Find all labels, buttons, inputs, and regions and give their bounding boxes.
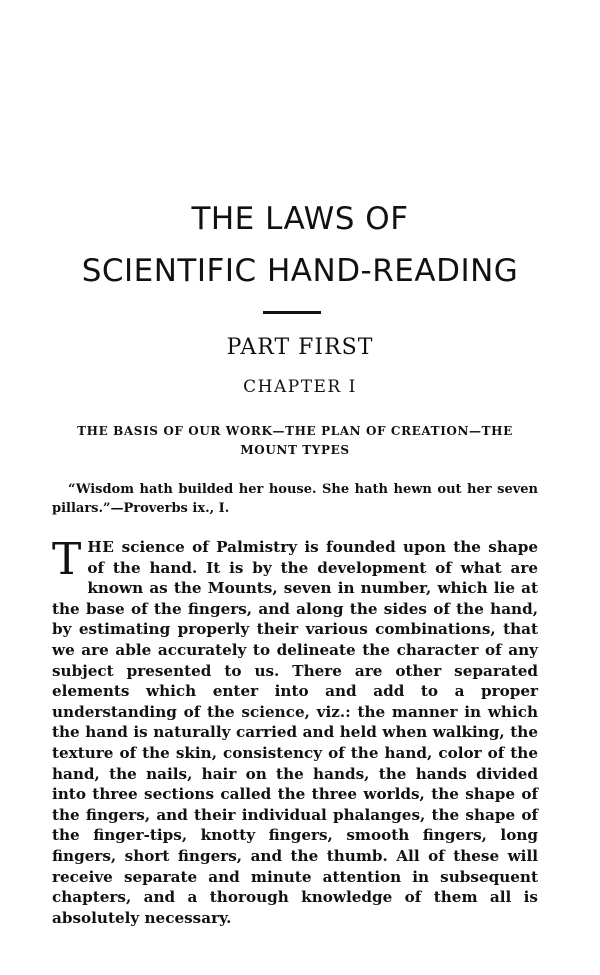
title-rule bbox=[263, 311, 321, 314]
epigraph: “Wisdom hath builded her house. She hath hewn out her seven pillars.”—Proverbs ix., I. bbox=[52, 482, 538, 516]
title-line-2: SCIENTIFIC HAND-READING bbox=[81, 253, 519, 289]
chapter-heading: CHAPTER I bbox=[243, 377, 357, 397]
body-text: science of Palmistry is founded upon the shape of the hand. It is by the development of what are known as the Mounts, seven in number, which lie at the base of the fingers, and along the sides of the hand, by estimating properly their various combinations, that we are able accurately to delineate the character of any subject presented to us. There are other separated elements which enter into and add to a proper understanding of the science, viz.: the manner in which the hand is naturally carried and held when walking, the texture of the skin, consistency of the hand, color of the hand, the nails, hair on the hands, the hands divided into three sections called the three worlds, the shape of the fingers, and their individual phalanges, the shape of the finger-tips, knotty fingers, smooth fingers, long fingers, short fingers, and the thumb. All of these will receive separate and minute attention in subsequent chapters, and a thorough knowledge of them all is absolutely necessary. bbox=[52, 538, 538, 927]
body-paragraph bbox=[52, 534, 538, 928]
chapter-subheading: THE BASIS OF OUR WORK—THE PLAN OF CREATION—THE MOUNT TYPES bbox=[77, 424, 513, 457]
drop-cap: T bbox=[52, 534, 82, 585]
part-heading: PART FIRST bbox=[226, 335, 374, 360]
first-word-rest: HE bbox=[87, 538, 115, 556]
title-line-1: THE LAWS OF bbox=[191, 201, 409, 237]
